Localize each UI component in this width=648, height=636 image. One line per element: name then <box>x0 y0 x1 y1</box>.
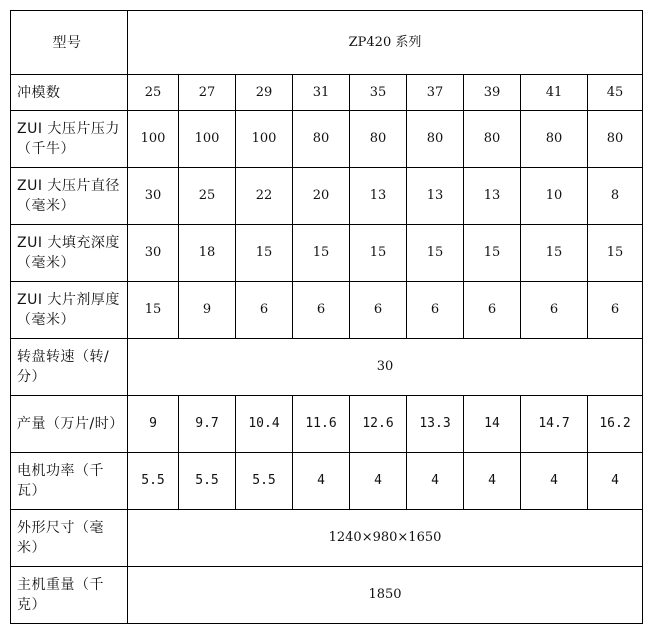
value-cell: 29 <box>236 75 293 111</box>
table-row <box>11 567 643 624</box>
header-row <box>11 11 643 75</box>
value-cell: 6 <box>350 282 407 339</box>
table-row <box>11 111 643 168</box>
value-cell: 12.6 <box>350 396 407 453</box>
value-cell: 5.5 <box>236 453 293 510</box>
value-cell: 9 <box>128 396 179 453</box>
row-label-cell: 外形尺寸（毫米） <box>11 510 128 567</box>
table-row <box>11 396 643 453</box>
value-cell: 15 <box>236 225 293 282</box>
value-cell: 15 <box>588 225 643 282</box>
spec-table-body <box>11 11 643 624</box>
merged-value-cell: 1240×980×1650 <box>128 510 643 567</box>
value-cell: 4 <box>588 453 643 510</box>
value-cell: 5.5 <box>179 453 236 510</box>
value-cell: 100 <box>236 111 293 168</box>
row-label-cell: ZUI 大压片直径 （毫米） <box>11 168 128 225</box>
value-cell: 6 <box>464 282 521 339</box>
model-label-cell: 型号 <box>11 11 128 75</box>
table-row <box>11 225 643 282</box>
value-cell: 37 <box>407 75 464 111</box>
value-cell: 15 <box>293 225 350 282</box>
table-row <box>11 510 643 567</box>
value-cell: 5.5 <box>128 453 179 510</box>
value-cell: 4 <box>521 453 588 510</box>
row-label-cell: 转盘转速（转/分） <box>11 339 128 396</box>
value-cell: 15 <box>350 225 407 282</box>
row-label-cell: 电机功率（千瓦） <box>11 453 128 510</box>
value-cell: 15 <box>464 225 521 282</box>
merged-value-cell: 30 <box>128 339 643 396</box>
value-cell: 10 <box>521 168 588 225</box>
merged-value-cell: 1850 <box>128 567 643 624</box>
value-cell: 14.7 <box>521 396 588 453</box>
value-cell: 8 <box>588 168 643 225</box>
value-cell: 4 <box>350 453 407 510</box>
value-cell: 6 <box>588 282 643 339</box>
table-row <box>11 168 643 225</box>
value-cell: 80 <box>521 111 588 168</box>
value-cell: 4 <box>293 453 350 510</box>
value-cell: 6 <box>293 282 350 339</box>
row-label-cell: 冲模数 <box>11 75 128 111</box>
value-cell: 15 <box>407 225 464 282</box>
value-cell: 20 <box>293 168 350 225</box>
value-cell: 14 <box>464 396 521 453</box>
value-cell: 80 <box>350 111 407 168</box>
row-label-cell: 产量（万片/时） <box>11 396 128 453</box>
table-row <box>11 75 643 111</box>
row-label-cell: 主机重量（千克） <box>11 567 128 624</box>
value-cell: 6 <box>521 282 588 339</box>
value-cell: 11.6 <box>293 396 350 453</box>
value-cell: 80 <box>464 111 521 168</box>
value-cell: 13.3 <box>407 396 464 453</box>
value-cell: 25 <box>128 75 179 111</box>
row-label-cell: ZUI 大片剂厚度 （毫米） <box>11 282 128 339</box>
table-row <box>11 282 643 339</box>
value-cell: 4 <box>464 453 521 510</box>
value-cell: 27 <box>179 75 236 111</box>
value-cell: 35 <box>350 75 407 111</box>
value-cell: 4 <box>407 453 464 510</box>
value-cell: 13 <box>350 168 407 225</box>
value-cell: 10.4 <box>236 396 293 453</box>
value-cell: 30 <box>128 168 179 225</box>
table-row <box>11 339 643 396</box>
value-cell: 6 <box>407 282 464 339</box>
value-cell: 15 <box>521 225 588 282</box>
value-cell: 80 <box>407 111 464 168</box>
value-cell: 9 <box>179 282 236 339</box>
value-cell: 13 <box>407 168 464 225</box>
value-cell: 45 <box>588 75 643 111</box>
value-cell: 39 <box>464 75 521 111</box>
row-label-cell: ZUI 大压片压力（千牛） <box>11 111 128 168</box>
spec-table <box>10 10 643 624</box>
value-cell: 100 <box>179 111 236 168</box>
value-cell: 13 <box>464 168 521 225</box>
row-label-cell: ZUI 大填充深度（毫米） <box>11 225 128 282</box>
value-cell: 15 <box>128 282 179 339</box>
value-cell: 9.7 <box>179 396 236 453</box>
value-cell: 80 <box>588 111 643 168</box>
value-cell: 6 <box>236 282 293 339</box>
value-cell: 31 <box>293 75 350 111</box>
value-cell: 16.2 <box>588 396 643 453</box>
value-cell: 100 <box>128 111 179 168</box>
value-cell: 25 <box>179 168 236 225</box>
series-name-cell: ZP420 系列 <box>128 11 643 75</box>
value-cell: 18 <box>179 225 236 282</box>
value-cell: 30 <box>128 225 179 282</box>
value-cell: 22 <box>236 168 293 225</box>
table-row <box>11 453 643 510</box>
value-cell: 41 <box>521 75 588 111</box>
value-cell: 80 <box>293 111 350 168</box>
